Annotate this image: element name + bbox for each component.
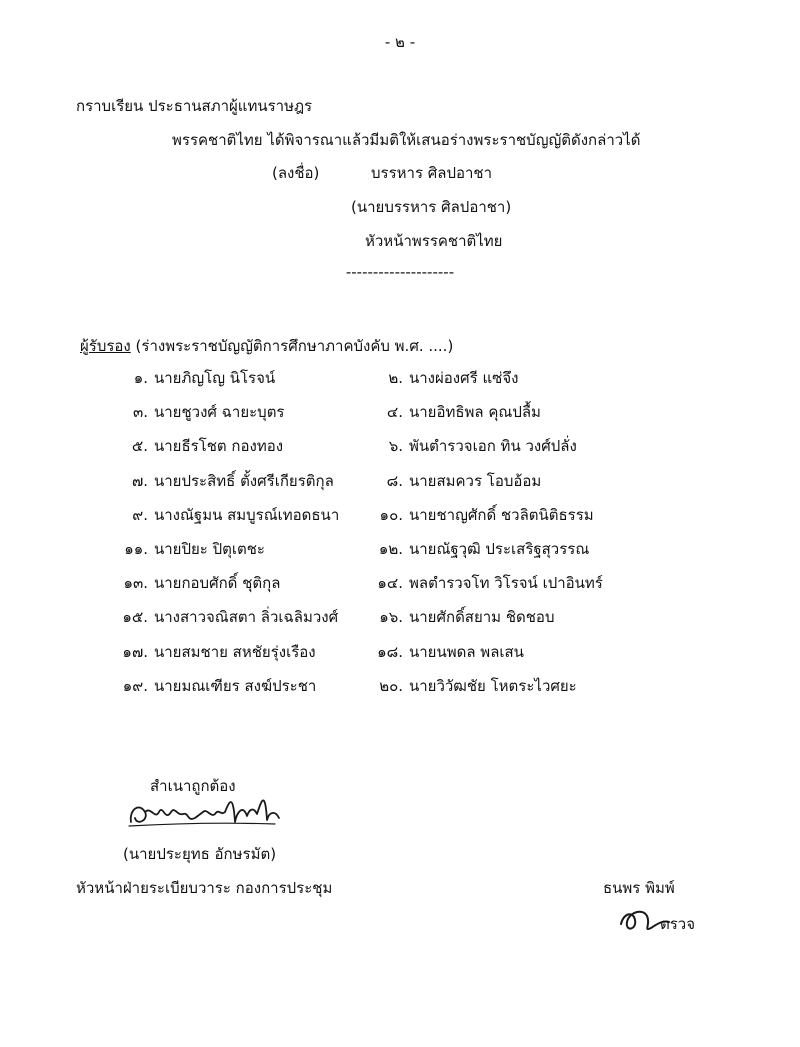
endorser-number: ๙.	[132, 505, 148, 524]
endorser-number: ๑๖.	[379, 608, 403, 627]
certified-text: สำเนาถูกต้อง	[150, 777, 236, 795]
endorser-name: นายธีรโชต กองทอง	[154, 437, 284, 456]
endorser-number: ๘.	[386, 471, 403, 490]
endorser-row	[110, 607, 670, 641]
endorser-list	[110, 368, 670, 710]
endorser-name: นายศักดิ์สยาม ชิดชอบ	[409, 608, 555, 627]
endorser-item	[110, 676, 316, 696]
endorser-number: ๓.	[132, 403, 148, 422]
check-label: ตรวจ	[660, 915, 696, 933]
endorser-name: นายมณเฑียร สงฆ์ประชา	[154, 676, 317, 695]
endorser-name: นายกอบศักดิ์ ชุติกุล	[154, 574, 281, 593]
endorser-item	[365, 505, 594, 525]
endorser-item	[110, 436, 283, 456]
endorser-number: ๒๐.	[379, 676, 403, 695]
separator-line: --------------------	[345, 263, 455, 281]
endorser-item	[365, 402, 541, 422]
endorser-number: ๑๐.	[379, 505, 403, 524]
endorsers-heading	[80, 336, 453, 356]
endorser-name: นายภิญโญ นิโรจน์	[154, 369, 276, 387]
checker-name: ธนพร พิมพ์	[603, 879, 675, 897]
endorser-name: นายวิวัฒชัย โหตระไวศยะ	[409, 676, 577, 695]
endorser-item	[365, 607, 554, 627]
endorser-name: นายประสิทธิ์ ตั้งศรีเกียรติกุล	[154, 471, 334, 490]
endorser-item	[365, 676, 577, 696]
endorser-item	[365, 539, 589, 559]
endorser-name: นายอิทธิพล คุณปลื้ม	[409, 403, 541, 422]
endorser-name: นายสมควร โอบอ้อม	[409, 471, 542, 490]
endorser-item	[110, 505, 339, 525]
endorser-name: นายชูวงศ์ ฉายะบุตร	[154, 403, 285, 422]
endorser-name: นายปิยะ ปิตุเตชะ	[154, 539, 265, 558]
endorser-item	[365, 471, 541, 491]
endorser-row	[110, 676, 670, 710]
endorser-row	[110, 505, 670, 539]
page-number: - ๒ -	[384, 33, 416, 51]
endorser-number: ๑๔.	[377, 574, 403, 593]
endorser-item	[110, 607, 338, 627]
endorser-row	[110, 539, 670, 573]
endorser-name: พันตำรวจเอก ทิน วงศ์ปลั่ง	[409, 437, 577, 456]
handwritten-signature	[125, 782, 285, 834]
endorser-item	[110, 368, 275, 388]
endorser-name: พลตำรวจโท วิโรจน์ เปาอินทร์	[409, 574, 603, 593]
endorser-number: ๑๙.	[122, 676, 148, 695]
body-text: พรรคชาติไทย ได้พิจารณาแล้วมีมติให้เสนอร่างพระราชบัญญัติดังกล่าวได้	[172, 131, 641, 149]
endorser-number: ๑๗.	[122, 642, 148, 661]
certifier-title: หัวหน้าฝ่ายระเบียบวาระ กองการประชุม	[76, 879, 333, 897]
endorser-row	[110, 402, 670, 436]
endorser-item	[365, 368, 518, 388]
endorser-item	[110, 471, 334, 491]
endorser-item	[365, 642, 524, 662]
endorser-name: นายณัฐวุฒิ ประเสริฐสุวรรณ	[409, 539, 590, 558]
endorser-row	[110, 642, 670, 676]
endorser-item	[110, 402, 285, 422]
endorser-number: ๑๕.	[122, 608, 148, 627]
endorser-row	[110, 573, 670, 607]
endorser-item	[110, 573, 280, 593]
endorser-number: ๑๓.	[123, 574, 148, 593]
endorser-item	[110, 539, 265, 559]
sign-label: (ลงชื่อ)	[272, 164, 320, 182]
endorser-number: ๗.	[131, 471, 148, 490]
endorser-number: ๑.	[133, 369, 148, 387]
salutation: กราบเรียน ประธานสภาผู้แทนราษฎร	[76, 97, 313, 115]
signer-full-name: (นายบรรหาร ศิลปอาชา)	[351, 198, 512, 216]
signer-title: หัวหน้าพรรคชาติไทย	[365, 232, 503, 250]
endorser-number: ๑๒.	[378, 539, 403, 558]
endorser-name: นางผ่องศรี แซ่จึง	[409, 369, 519, 387]
endorsers-label: ผู้รับรอง	[80, 337, 131, 355]
endorser-number: ๖.	[388, 437, 403, 456]
endorser-number: ๑๑.	[124, 539, 148, 558]
endorser-item	[365, 436, 577, 456]
signer-name: บรรหาร ศิลปอาชา	[371, 164, 493, 182]
endorser-row	[110, 368, 670, 402]
endorser-item	[365, 573, 603, 593]
endorser-number: ๒.	[388, 369, 403, 387]
endorser-name: นางณัฐมน สมบูรณ์เทอดธนา	[154, 505, 340, 524]
endorser-item	[110, 642, 316, 662]
endorsers-subject: (ร่างพระราชบัญญัติการศึกษาภาคบังคับ พ.ศ. ....)	[130, 337, 454, 355]
certifier-name: (นายประยุทธ อักษรมัต)	[123, 845, 277, 863]
endorser-name: นางสาวจณิสตา ลิ่วเฉลิมวงศ์	[154, 608, 339, 627]
endorser-number: ๕.	[131, 437, 148, 456]
endorser-name: นายชาญศักดิ์ ชวลิตนิติธรรม	[409, 505, 594, 524]
endorser-row	[110, 471, 670, 505]
endorser-number: ๑๘.	[377, 642, 403, 661]
endorser-name: นายสมชาย สหชัยรุ่งเรือง	[154, 642, 316, 661]
endorser-number: ๔.	[386, 403, 403, 422]
endorser-row	[110, 436, 670, 470]
endorser-name: นายนพดล พลเสน	[409, 642, 524, 661]
